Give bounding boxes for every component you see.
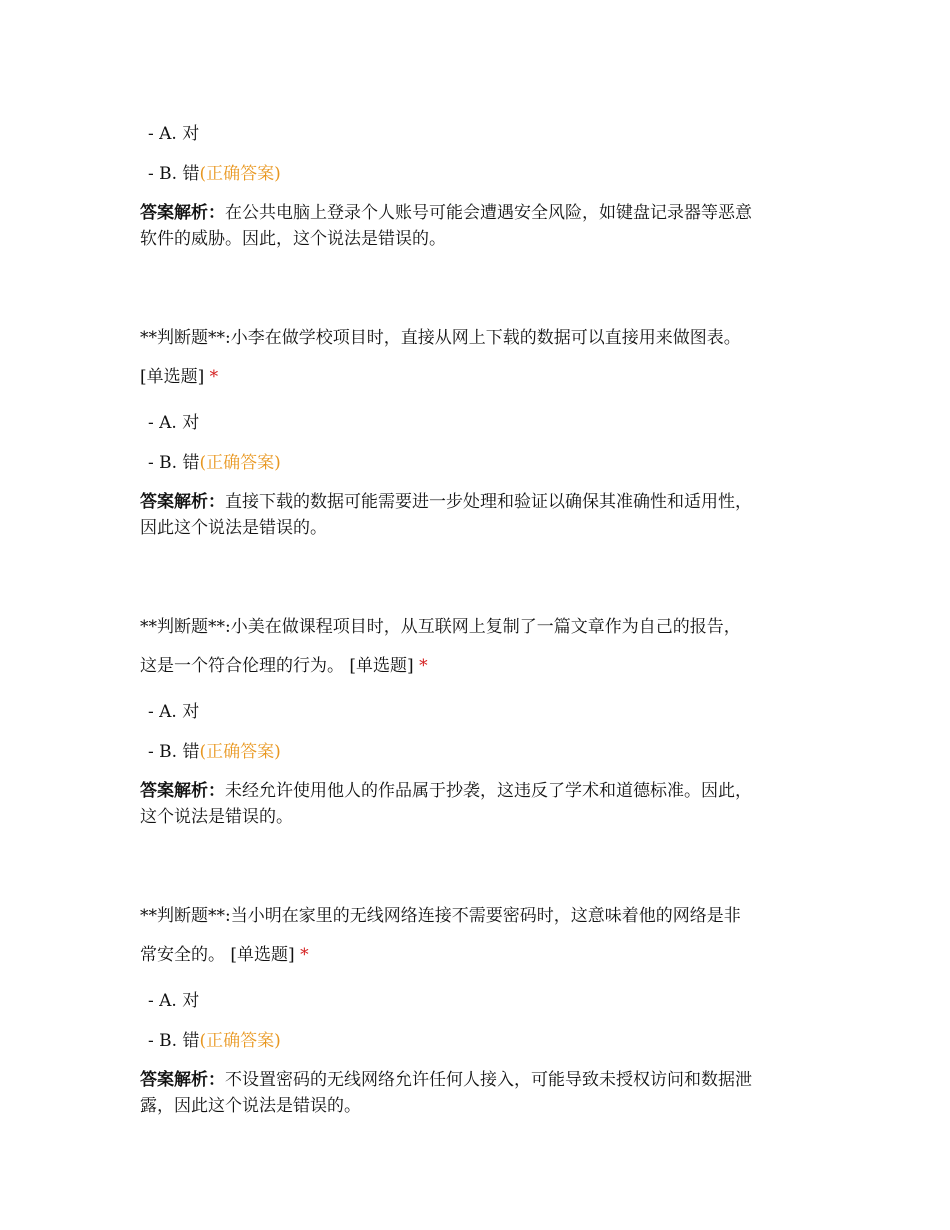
question-stem: 这是一个符合伦理的行为。 xyxy=(140,656,344,676)
option-text: - B. 错 xyxy=(148,164,200,184)
explanation-continued xyxy=(140,517,820,539)
explanation-text: 软件的威胁。因此，这个说法是错误的。 xyxy=(140,229,446,249)
question-text xyxy=(140,616,820,638)
explanation xyxy=(140,202,820,224)
question-text xyxy=(140,327,820,349)
option-b xyxy=(148,1030,828,1052)
question-stem: **判断题**:当小明在家里的无线网络连接不需要密码时，这意味着他的网络是非 xyxy=(140,906,741,926)
question-text-line2 xyxy=(140,366,820,388)
required-mark: * xyxy=(419,656,428,676)
question-text-line2 xyxy=(140,944,820,966)
option-text: - A. 对 xyxy=(148,702,200,722)
explanation-label: 答案解析： xyxy=(140,1070,225,1090)
correct-answer-mark: (正确答案) xyxy=(199,453,281,473)
explanation-label: 答案解析： xyxy=(140,492,225,512)
correct-answer-mark: (正确答案) xyxy=(199,742,281,762)
explanation-continued xyxy=(140,228,820,250)
option-text: - B. 错 xyxy=(148,453,200,473)
explanation-text: 因此这个说法是错误的。 xyxy=(140,518,327,538)
question-type-tag: [单选题] xyxy=(140,367,205,387)
option-text: - A. 对 xyxy=(148,413,200,433)
explanation-label: 答案解析： xyxy=(140,203,225,223)
option-b xyxy=(148,163,828,185)
explanation-text: 这个说法是错误的。 xyxy=(140,807,293,827)
option-b xyxy=(148,741,828,763)
required-mark: * xyxy=(300,945,309,965)
explanation-text: 在公共电脑上登录个人账号可能会遭遇安全风险，如键盘记录器等恶意 xyxy=(225,203,752,223)
option-a xyxy=(148,990,828,1012)
explanation-continued xyxy=(140,1095,820,1117)
option-a xyxy=(148,123,828,145)
explanation-text: 直接下载的数据可能需要进一步处理和验证以确保其准确性和适用性， xyxy=(225,492,752,512)
option-text: - A. 对 xyxy=(148,991,200,1011)
explanation-label: 答案解析： xyxy=(140,781,225,801)
correct-answer-mark: (正确答案) xyxy=(199,1031,281,1051)
question-type-tag: [单选题] xyxy=(349,656,414,676)
question-stem: **判断题**:小李在做学校项目时，直接从网上下载的数据可以直接用来做图表。 xyxy=(140,328,741,348)
question-stem: **判断题**:小美在做课程项目时，从互联网上复制了一篇文章作为自己的报告， xyxy=(140,617,741,637)
option-b xyxy=(148,452,828,474)
explanation-text: 不设置密码的无线网络允许任何人接入，可能导致未授权访问和数据泄 xyxy=(225,1070,752,1090)
explanation xyxy=(140,1069,820,1091)
explanation-text: 露，因此这个说法是错误的。 xyxy=(140,1096,361,1116)
explanation xyxy=(140,491,820,513)
option-a xyxy=(148,412,828,434)
question-stem: 常安全的。 xyxy=(140,945,225,965)
explanation-continued xyxy=(140,806,820,828)
option-text: - B. 错 xyxy=(148,1031,200,1051)
option-a xyxy=(148,701,828,723)
option-text: - B. 错 xyxy=(148,742,200,762)
correct-answer-mark: (正确答案) xyxy=(199,164,281,184)
explanation-text: 未经允许使用他人的作品属于抄袭，这违反了学术和道德标准。因此， xyxy=(225,781,752,801)
question-type-tag: [单选题] xyxy=(230,945,295,965)
explanation xyxy=(140,780,820,802)
option-text: - A. 对 xyxy=(148,124,200,144)
question-text-line2 xyxy=(140,655,820,677)
required-mark: * xyxy=(209,367,219,387)
question-text xyxy=(140,905,820,927)
